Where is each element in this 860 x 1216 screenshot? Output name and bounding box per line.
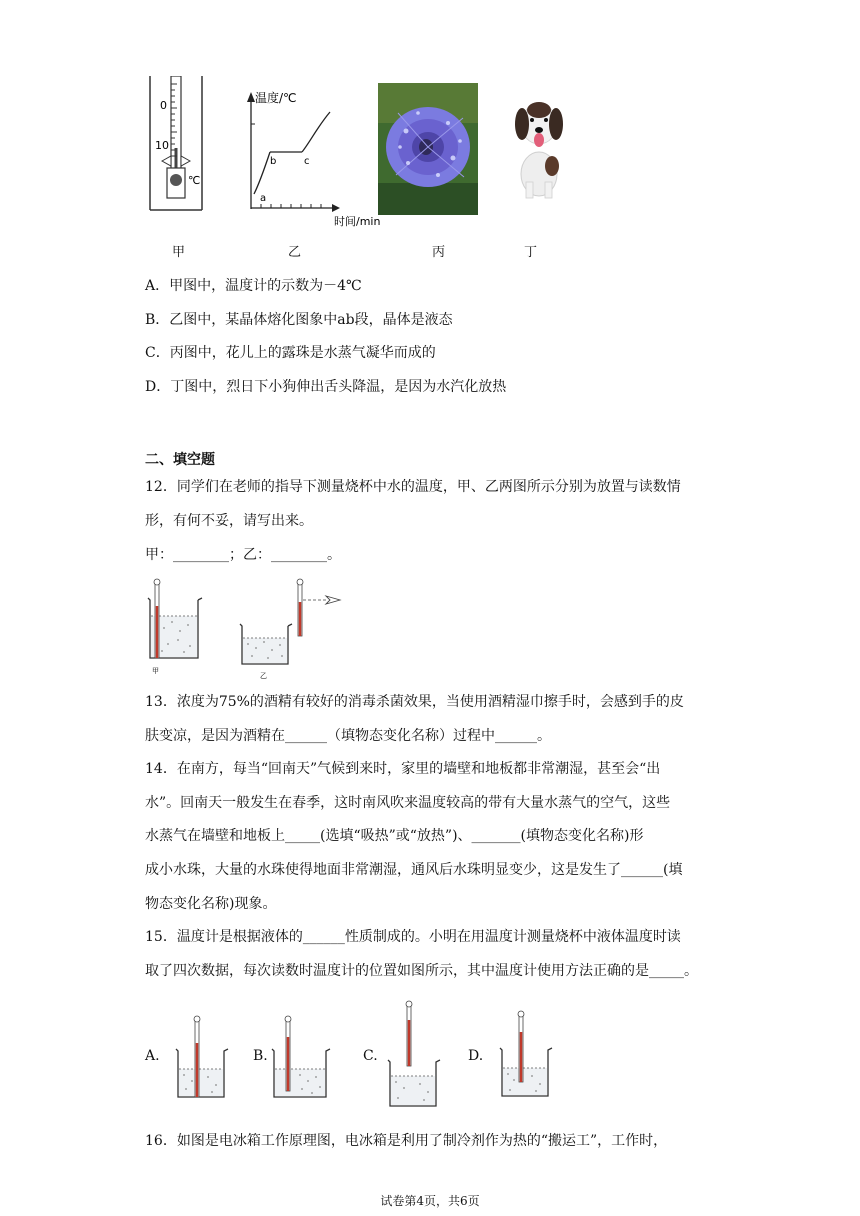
q15-option-c-label: C. (363, 1048, 378, 1064)
q15-option-b-label: B. (253, 1048, 268, 1064)
graph-y-label: 温度/℃ (255, 91, 297, 105)
q15-beaker-a (172, 1015, 232, 1100)
q12-line-3: 甲：________；乙：________。 (145, 547, 341, 563)
q15-option-a-label: A. (145, 1048, 160, 1064)
q15-line-2: 取了四次数据，每次读数时温度计的位置如图所示，其中温度计使用方法正确的是_____。 (145, 963, 698, 979)
q11-option-d: D．丁图中，烈日下小狗伸出舌头降温，是因为水汽化放热 (145, 379, 507, 395)
q15-option-d-label: D. (468, 1048, 484, 1064)
q13-line-2: 肤变凉，是因为酒精在______（填物态变化名称）过程中______。 (145, 728, 551, 744)
graph-point-c: c (304, 156, 310, 167)
thermometer-label-0: 0 (160, 99, 167, 112)
figure-caption-bing: 丙 (432, 245, 446, 260)
graph-x-label: 时间/min (334, 215, 381, 228)
graph-point-a: a (260, 193, 267, 204)
q11-option-b: B．乙图中，某晶体熔化图象中ab段，晶体是液态 (145, 312, 453, 328)
graph-point-b: b (270, 156, 277, 167)
figure-caption-ding: 丁 (524, 245, 538, 260)
q12-line-2: 形，有何不妥，请写出来。 (145, 513, 313, 529)
thermometer-label-10: 10 (155, 139, 169, 152)
q12-caption-jia: 甲 (152, 667, 159, 675)
q12-beaker-figure (140, 576, 360, 681)
page-footer: 试卷第4页，共6页 (380, 1194, 480, 1208)
thermometer-unit: ℃ (188, 174, 201, 187)
q14-line-3: 水蒸气在墙壁和地板上_____(选填“吸热”或“放热”)、_______(填物态变化名称)形 (145, 828, 644, 844)
q14-line-1: 14．在南方，每当“回南天”气候到来时，家里的墙壁和地板都非常潮湿，甚至会“出 (145, 761, 661, 777)
thermometer-figure-jia (140, 76, 220, 216)
q15-beaker-b (268, 1015, 332, 1100)
q14-line-4: 成小水珠，大量的水珠使得地面非常潮湿，通风后水珠明显变少，这是发生了______(填 (145, 862, 683, 878)
section-title: 二、填空题 (145, 452, 215, 468)
q15-beaker-c (384, 1000, 444, 1110)
q15-beaker-d (496, 1010, 556, 1100)
q14-line-5: 物态变化名称)现象。 (145, 896, 277, 912)
q11-option-a: A．甲图中，温度计的示数为－4℃ (145, 278, 362, 294)
q15-line-1: 15．温度计是根据液体的______性质制成的。小明在用温度计测量烧杯中液体温度时读 (145, 929, 681, 945)
q12-line-1: 12．同学们在老师的指导下测量烧杯中水的温度，甲、乙两图所示分别为放置与读数情 (145, 479, 681, 495)
q11-option-c: C．丙图中，花儿上的露珠是水蒸气凝华而成的 (145, 345, 436, 361)
q16-line-1: 16．如图是电冰箱工作原理图，电冰箱是利用了制冷剂作为热的“搬运工”，工作时， (145, 1133, 668, 1149)
figure-caption-jia: 甲 (172, 245, 186, 260)
melting-graph-yi (238, 84, 388, 229)
morning-glory-photo (378, 83, 478, 215)
q12-caption-yi: 乙 (260, 672, 267, 680)
figure-caption-yi: 乙 (288, 245, 302, 260)
dog-photo (508, 94, 570, 202)
q14-line-2: 水”。回南天一般发生在春季，这时南风吹来温度较高的带有大量水蒸气的空气，这些 (145, 795, 671, 811)
q13-line-1: 13．浓度为75%的酒精有较好的消毒杀菌效果，当使用酒精湿巾擦手时，会感到手的皮 (145, 694, 684, 710)
